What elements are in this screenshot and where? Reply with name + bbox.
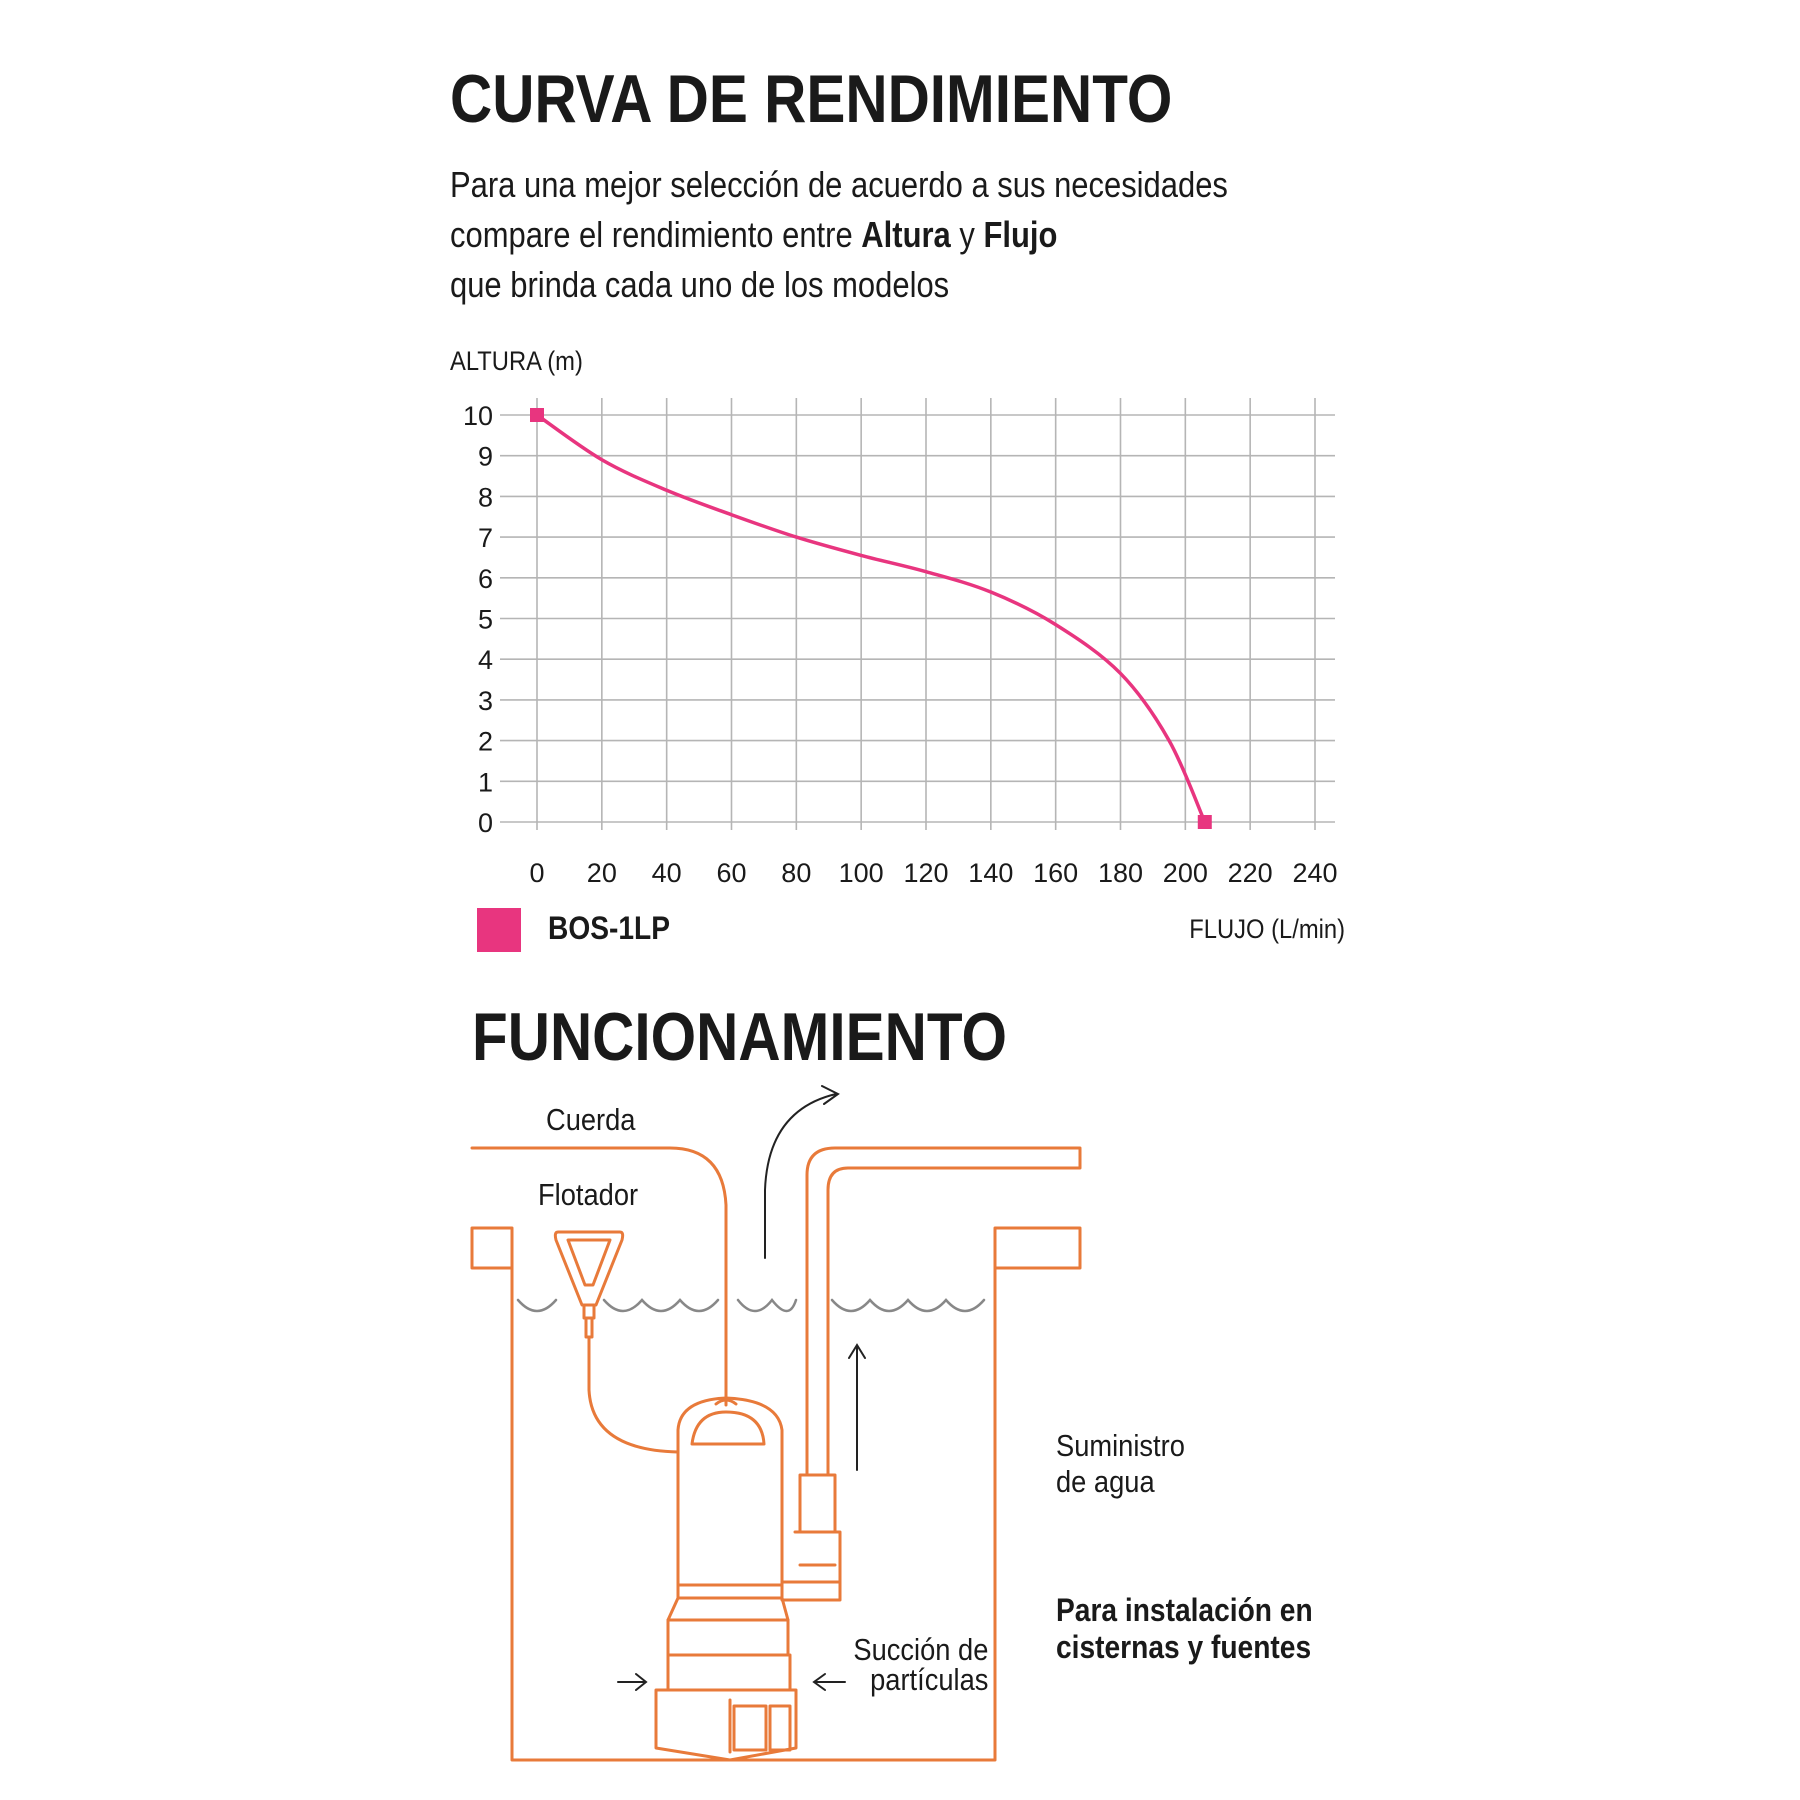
x-tick-label: 120 [903, 858, 949, 888]
installation-note [1056, 1592, 1313, 1666]
label-cuerda: Cuerda [546, 1102, 636, 1137]
note-line-1: Para instalación en [1056, 1592, 1313, 1628]
intro-line-2-mid: y [950, 214, 984, 255]
x-tick-label: 60 [716, 858, 747, 888]
x-tick-label: 20 [586, 858, 617, 888]
pump-skirt [668, 1655, 790, 1690]
y-tick-label: 8 [477, 482, 493, 513]
x-tick-label: 160 [1033, 858, 1079, 888]
y-tick-label: 2 [477, 726, 493, 757]
intro-line-1: Para una mejor selección de acuerdo a sus necesidades [450, 164, 1228, 205]
pipe-fitting [800, 1475, 835, 1532]
label-suministro-2: de agua [1056, 1464, 1155, 1499]
x-tick-label: 140 [968, 858, 1014, 888]
y-tick-label: 3 [477, 685, 493, 716]
float-stem [584, 1305, 594, 1337]
intro-line-2-text: compare el rendimiento entre [450, 214, 862, 255]
pump-base-inner [730, 1700, 790, 1752]
pump-band [678, 1585, 782, 1598]
pump-window [692, 1412, 764, 1444]
y-axis-label: ALTURA (m) [450, 346, 583, 376]
label-succion-2: partículas [869, 1662, 988, 1697]
x-tick-label: 40 [651, 858, 682, 888]
y-tick-label: 4 [477, 645, 493, 676]
note-line-2: cisternas y fuentes [1056, 1629, 1312, 1665]
label-succion-1: Succión de [853, 1632, 988, 1667]
y-tick-label: 6 [477, 563, 493, 594]
legend-label: BOS-1LP [548, 910, 671, 946]
y-tick-label: 0 [477, 808, 493, 838]
y-tick-label: 7 [477, 523, 493, 554]
section-title-funcionamiento: FUNCIONAMIENTO [472, 999, 1007, 1075]
x-tick-label: 240 [1292, 858, 1338, 888]
cistern-left-wall [472, 1228, 512, 1268]
pump-body [678, 1452, 782, 1585]
x-axis-label: FLUJO (L/min) [1189, 914, 1345, 944]
flow-up-arrow [849, 1345, 865, 1470]
float [555, 1232, 622, 1305]
y-tick-label: 9 [477, 441, 493, 472]
pump-lower [668, 1598, 788, 1655]
cistern-right-ledge [995, 1228, 1080, 1268]
label-suministro-1: Suministro [1056, 1428, 1185, 1463]
x-tick-label: 0 [529, 858, 545, 888]
label-flotador: Flotador [538, 1177, 639, 1212]
y-tick-label: 5 [477, 604, 493, 635]
intro-bold-flujo: Flujo [983, 214, 1058, 255]
x-tick-label: 80 [781, 858, 812, 888]
float-cable [589, 1337, 678, 1452]
suction-arrow-right [814, 1674, 845, 1690]
x-tick-label: 200 [1162, 858, 1208, 888]
x-tick-label: 220 [1227, 858, 1273, 888]
intro-line-3: que brinda cada uno de los modelos [450, 264, 950, 305]
chart-title: CURVA DE RENDIMIENTO [450, 61, 1173, 137]
suction-arrow-left [618, 1674, 646, 1690]
y-tick-label: 10 [462, 401, 493, 431]
intro-bold-altura: Altura [861, 214, 951, 255]
y-tick-label: 1 [477, 767, 493, 798]
x-tick-label: 180 [1097, 858, 1144, 888]
x-tick-label: 100 [838, 858, 884, 888]
